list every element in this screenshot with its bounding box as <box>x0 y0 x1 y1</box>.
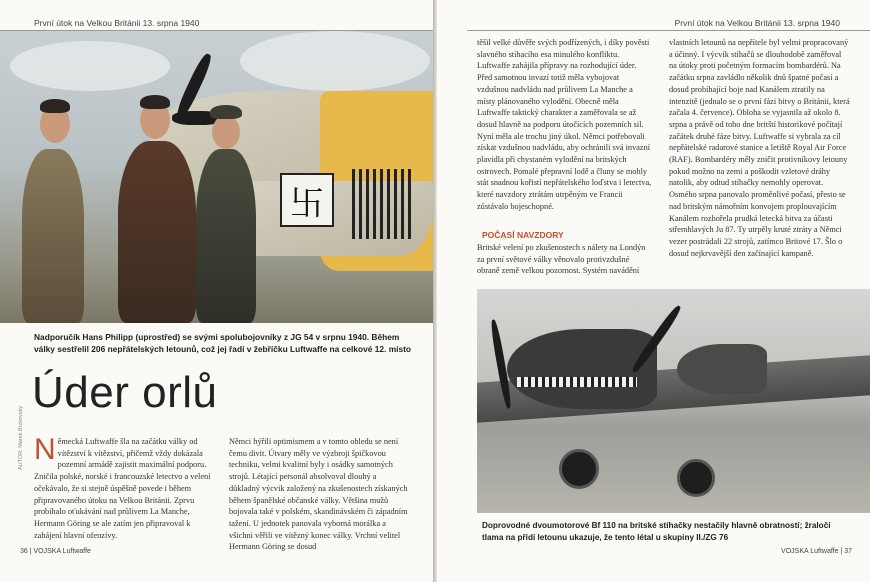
bf110-photo <box>477 289 870 513</box>
pilot-left-hair <box>40 99 70 113</box>
running-head-right: První útok na Velkou Británii 13. srpna 1940 <box>674 18 840 28</box>
pilots-photo <box>0 31 433 323</box>
running-head-left: První útok na Velkou Británii 13. srpna 1940 <box>34 18 200 28</box>
drop-cap: N <box>34 433 56 466</box>
article-title: Úder orlů <box>32 368 218 417</box>
body-column-1 <box>34 433 212 541</box>
page-folio-right: VOJSKA Luftwaffe | 37 <box>781 548 852 555</box>
pilot-center-hair <box>140 95 170 109</box>
right-page <box>437 0 870 582</box>
tail-emblem-icon: 卐 <box>280 173 334 227</box>
right-column-1-bottom: Britské velení po zkušenostech s nálety na Londýn za první světové války věnovalo protivzdušné obraně země velkou pozornost. Systém navádění <box>477 243 646 276</box>
right-column-1-top: těšil velké důvěře svých podřízených, i díky pověsti slavného stíhacího esa minulého konfliktu. Luftwaffe zahájila přípravy na rozhodující úder. Před samotnou invazí totiž měla vybojovat vzdušnou nadvládu nad průlivem La Manche a místy plánovaného vylodění. Obecně měla Luftwaffe taktický charakter a zaměřovala se až dosud hlavně na podporu útočících pozemních sil. Nyní měla ale trochu jiný úkol. Němci potřebovali získat vzdušnou nadvládu, aby ochránili svá invazní plavidla při chystaném vylodění na britských ostrovech. Pomalé přepravní lodě a čluny se mohly stát snadnou kořistí nepřátelského loďstva i letectva, které navzdory ztrátám utrpěným ve Francii zůstávalo bojeschopné. <box>477 38 652 211</box>
body-column-2: Němci hýřili optimismem a v tomto ohledu se není čemu divit. Útvary měly ve výzbroji špičkovou techniku, velmi kvalitní byly i osádky samotných strojů. Létající personál absolvoval dlouhý a důkladný výcvik založený na zkušenostech získaných během španělské občanské války. Většina mužů bojovala také v polském, skandinávském či západním tažení. U jednotek panovala vyborná morálka a všichni věřili ve vítězný konec války. Vrchní velitel Hermann Göring se dosud <box>229 437 408 552</box>
page-folio-left: 36 | VOJSKA Luftwaffe <box>20 548 91 555</box>
left-page <box>0 0 433 582</box>
cloud-shape <box>240 31 430 91</box>
victory-marks <box>352 169 412 239</box>
plane-engine <box>677 344 767 394</box>
photo-caption-right: Doprovodné dvoumotorové Bf 110 na britské stíhačky nestačily hlavně obratností; žraločí tlama na přídi letounu ukazuje, že tento létal u skupiny II./ZG 76 <box>482 521 831 542</box>
pilot-right <box>196 149 256 323</box>
column-1-text: ěmecká Luftwaffe šla na začátku války od vítězství k vítězství, přičemž vždy dokázala pozemní armádě zajistit maximální podporu. Zničila polské, norské i francouzské letectvo a velení očekávalo, že si stejně úspěšně povede i během připravovaného útoku na Velkou Británii. Zprvu probíhalo oťukávání nad průlivem La Manche, Hermann Göring se ale zatím jen připravoval k zahájení hlavní ofenzívy. <box>34 437 211 540</box>
pilot-center <box>118 141 196 323</box>
author-credit: AUTOR: Marek Brzkovský <box>18 405 24 470</box>
shark-teeth <box>517 377 637 387</box>
photo-caption-left: Nadporučík Hans Philipp (uprostřed) se svými spolubojovníky z JG 54 v srpnu 1940. Během války sestřelil 206 nepřátelských letounů, což jej řadí v žebříčku Luftwaffe na celkové 12. místo <box>34 332 412 354</box>
pilot-right-cap <box>210 105 242 119</box>
landing-wheel <box>677 459 715 497</box>
pilot-right-head <box>212 115 240 149</box>
pilot-left <box>22 149 84 323</box>
landing-wheel <box>559 449 599 489</box>
header-rule-right <box>467 30 870 31</box>
section-subhead: POČASÍ NAVZDORY <box>482 230 564 240</box>
right-column-2: vlastních letounů na nepřítele byl velmi propracovaný a účinný. I výcvik stíhačů se dlouhodobě zaměřoval na útoky proti početným formacím bombardérů. Na začátku srpna zavládlo několik dnů špatné počasí a dosud probíhající boje nad Kanálem ztratily na intenzitě (jednalo se o první fázi bitvy o Británii, která začala 4. července). Obloha se vyjasnila až okolo 8. srpna a právě od toho dne britští historikové počítají začátek druhé fáze bitvy. Luftwaffe si vybrala za cíl nepřátelské radarové stanice a letiště Royal Air Force (RAF). Bombardéry měly zničit protivníkovy letouny pokud možno na zemi a poškodit vzletové dráhy natolik, aby odtud stíhačky nemohly operovat. Osmého srpna panovalo proměnlivé počasí, přesto se nad britským námořním konvojem proplouvajícím Kanálem rozhořela prudká letecká bitva za účasti střemhlavých Ju 87. Ty utrpěly kruté ztráty a Němci vezer postrádali 22 strojů, zatímco Britové 17. Šlo o dosud nejkrvavější den začínající kampaně. <box>669 38 850 258</box>
cloud-shape <box>10 41 170 91</box>
